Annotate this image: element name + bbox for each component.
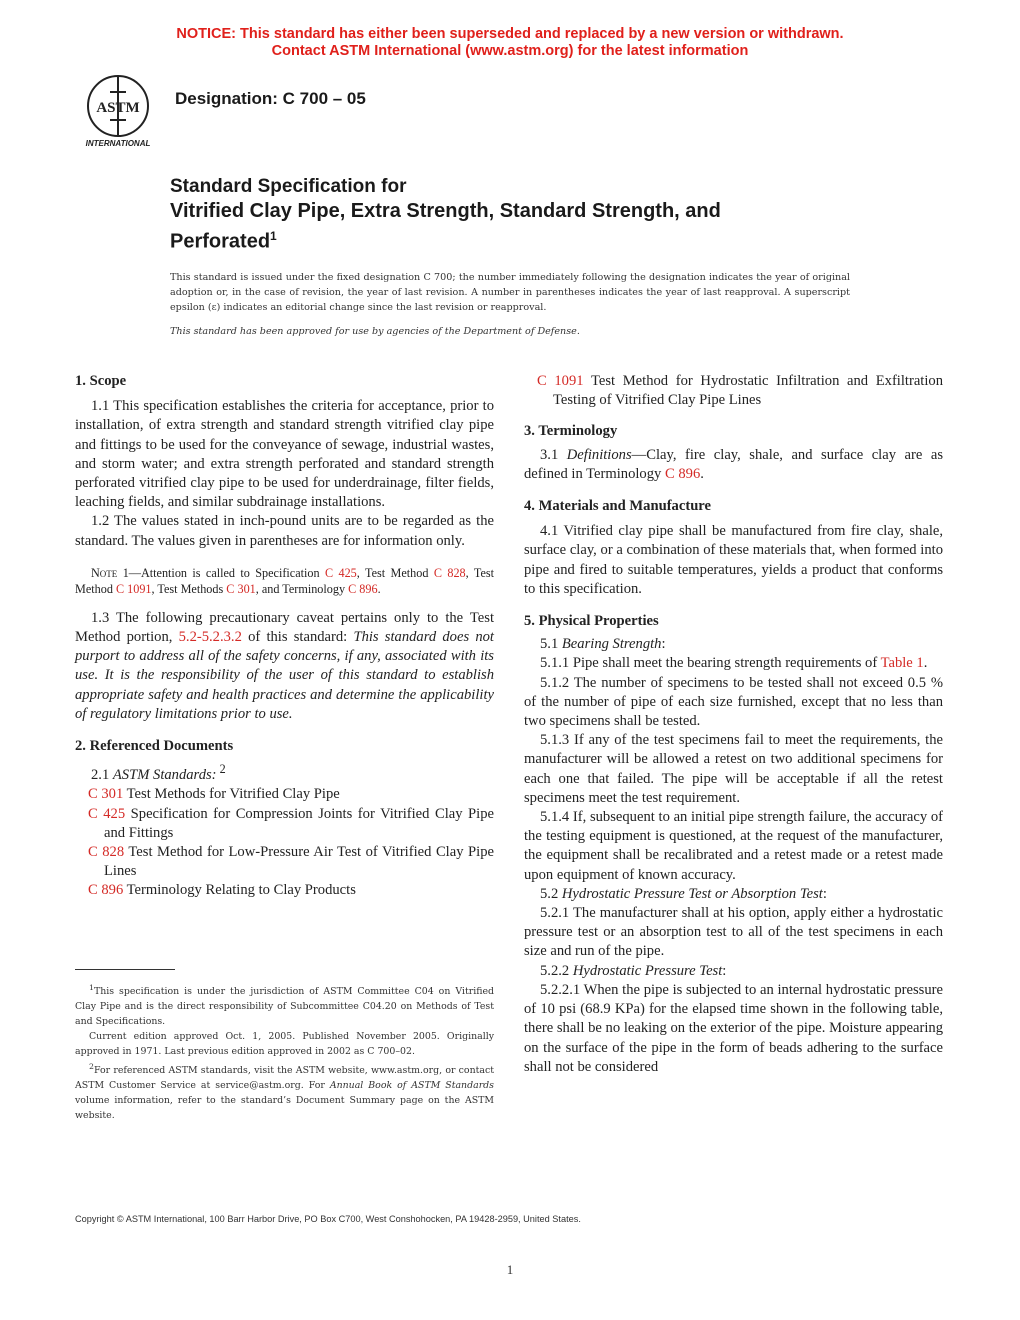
ref-item-c1091: C 1091 Test Method for Hydrostatic Infiltration and Exfiltration Testing of Vitrified Clay Pipe Lines	[537, 373, 944, 409]
para-5-2-1: 5.2.1 The manufacturer shall at his option, apply either a hydrostatic pressure test or an absorption test to all of the test specimens in each size and run of the pipe.	[524, 905, 943, 960]
para-1-1: 1.1 This specification establishes the criteria for acceptance, prior to installation, of extra strength and standard strength vitrified clay pipe and fittings to be used for the conveyance of sewage, industrial wastes, and storm water; and extra strength perforated and standard strength perforated vitrified clay pipe to be used for underdrainage, filter fields, leaching fields, and similar subdrainage installations.	[75, 398, 494, 511]
footnote-divider	[75, 969, 175, 970]
ref-item: C 828 Test Method for Low-Pressure Air Test of Vitrified Clay Pipe Lines	[88, 843, 494, 880]
note-1: Note 1—Attention is called to Specification C 425, Test Method C 828, Test Method C 1091, Test Methods C 301, and Terminology C 896.	[75, 565, 494, 596]
para-5-1-1: 5.1.1 Pipe shall meet the bearing strength requirements of Table 1.	[540, 655, 928, 672]
para-5-1-2: 5.1.2 The number of specimens to be tested shall not exceed 0.5 % of the number of pipe of each size furnished, except that no less than two specimens shall be tested.	[524, 674, 943, 730]
ref-item: C 301 Test Methods for Vitrified Clay Pipe	[88, 786, 340, 803]
para-5-1-3: 5.1.3 If any of the test specimens fail to meet the requirements, the manufacturer will be allowed a retest on two additional specimens for each one that failed. The pipe will be acceptable if all the retest specimens meet the test requirement.	[524, 732, 943, 806]
ref-link-c896[interactable]: C 896	[88, 882, 124, 899]
para-4-1: 4.1 Vitrified clay pipe shall be manufactured from fire clay, shale, surface clay, or a combination of these materials that, when formed into pipe and fired to suitable temperatures, yields a product that conforms to this specification.	[524, 523, 943, 597]
para-5-2: 5.2 Hydrostatic Pressure Test or Absorption Test:	[540, 885, 827, 902]
designation: Designation: C 700 – 05	[175, 89, 366, 108]
footnote-1-edition: Current edition approved Oct. 1, 2005. Published November 2005. Originally approved in 1971. Last previous edition approved in 2002 as C 700–02.	[75, 1031, 494, 1058]
page-number: 1	[506, 1262, 514, 1277]
left-column	[75, 372, 494, 901]
section-5-heading: 5. Physical Properties	[524, 613, 659, 630]
ref-item: C 425 Specification for Compression Joints for Vitrified Clay Pipe and Fittings	[88, 805, 494, 841]
para-5-1: 5.1 Bearing Strength:	[540, 636, 666, 653]
footnote-2: $^2$For referenced ASTM standards, visit the ASTM website, www.astm.org, or contact ASTM Customer Service at service@astm.org. For Annual Book of ASTM Standards volume information, refer to the standard’s Document Summary page on the ASTM website.	[75, 1062, 494, 1122]
logo-letters: ASTM	[96, 100, 140, 116]
ref-link-c301[interactable]: C 301	[88, 786, 124, 803]
notice-line-1: NOTICE: This standard has either been superseded and replaced by a new version or withdrawn.	[176, 26, 844, 42]
section-3-heading: 3. Terminology	[524, 423, 618, 440]
ref-link-c828[interactable]: C 828	[88, 843, 125, 860]
link-c828[interactable]: C 828	[433, 565, 466, 580]
section-4-heading: 4. Materials and Manufacture	[524, 498, 711, 515]
ref-link-c425[interactable]: C 425	[88, 805, 126, 822]
astm-logo	[74, 72, 162, 152]
para-1-2: 1.2 The values stated in inch-pound units are to be regarded as the standard. The values given in parentheses are for information only.	[75, 513, 494, 549]
link-c301[interactable]: C 301	[226, 581, 256, 596]
logo-subtext: INTERNATIONAL	[85, 139, 151, 148]
section-2-heading: 2. Referenced Documents	[75, 738, 234, 755]
para-5-2-2: 5.2.2 Hydrostatic Pressure Test:	[540, 962, 727, 979]
notice-line-2: Contact ASTM International (www.astm.org) for the latest information	[271, 43, 749, 59]
para-5-1-4: 5.1.4 If, subsequent to an initial pipe strength failure, the accuracy of the testing equipment is questioned, at the request of the manufacturer, the equipment shall be recalibrated and a retest made or a retest made upon equipment of known accuracy.	[524, 809, 943, 883]
title-footnote-ref[interactable]: 1	[270, 229, 277, 243]
link-c1091[interactable]: C 1091	[115, 581, 152, 596]
ref-item: C 896 Terminology Relating to Clay Products	[88, 882, 356, 899]
footnotes	[75, 980, 494, 1123]
title-line-1: Standard Specification for	[170, 176, 407, 197]
para-5-2-2-1: 5.2.2.1 When the pipe is subjected to an internal hydrostatic pressure of 10 psi (68.9 KPa) for the elapsed time shown in the following table, there shall be no leaking on the exterior of the pipe. Moisture appearing on the surface of the pipe in the form of beads adhering to the surface shall not be considered	[524, 981, 943, 1075]
copyright: Copyright © ASTM International, 100 Barr Harbor Drive, PO Box C700, West Conshohocken, PA 19428-2959, United States.	[75, 1214, 581, 1224]
para-3-1: 3.1 Definitions—Clay, fire clay, shale, and surface clay are as defined in Terminology C 896.	[524, 446, 943, 482]
link-c896-terminology[interactable]: C 896	[664, 465, 701, 482]
link-c896[interactable]: C 896	[348, 581, 378, 596]
approved-statement: This standard has been approved for use by agencies of the Department of Defense.	[170, 326, 580, 337]
para-2-1: 2.1 ASTM Standards: $^2$	[91, 762, 226, 784]
astm-logo-icon	[74, 72, 162, 152]
document-title	[170, 175, 721, 255]
footnote-1: $^1$This specification is under the jurisdiction of ASTM Committee C04 on Vitrified Clay Pipe and is the direct responsibility of Subcommittee C04.20 on Methods of Test and Specifications.	[75, 983, 494, 1028]
issue-statement: This standard is issued under the fixed designation C 700; the number immediately following the designation indicates the year of original adoption or, in the case of revision, the year of last revision. A number in parentheses indicates the year of last reapproval. A superscript epsilon (ε) indicates an editorial change since the last revision or reapproval.	[170, 272, 850, 313]
right-column	[524, 372, 943, 1077]
link-c425[interactable]: C 425	[324, 565, 357, 580]
link-section-5-2[interactable]: 5.2-5.2.3.2	[178, 629, 242, 646]
ref-link-c1091[interactable]: C 1091	[537, 373, 584, 389]
title-line-3: Perforated$^1$	[170, 229, 277, 253]
section-1-heading: 1. Scope	[75, 373, 127, 389]
title-line-2: Vitrified Clay Pipe, Extra Strength, Standard Strength, and	[170, 200, 721, 222]
link-table-1[interactable]: Table 1	[880, 655, 924, 672]
withdrawal-notice	[0, 26, 1020, 60]
para-1-3: 1.3 The following precautionary caveat pertains only to the Test Method portion, 5.2-5.2.3.2 of this standard: This standard does not purport to address all of the safety concerns, if any, associated with its use. It is the responsibility of the user of this standard to establish appropriate safety and health practices and determine the applicability of regulatory limitations prior to use.	[75, 609, 494, 722]
